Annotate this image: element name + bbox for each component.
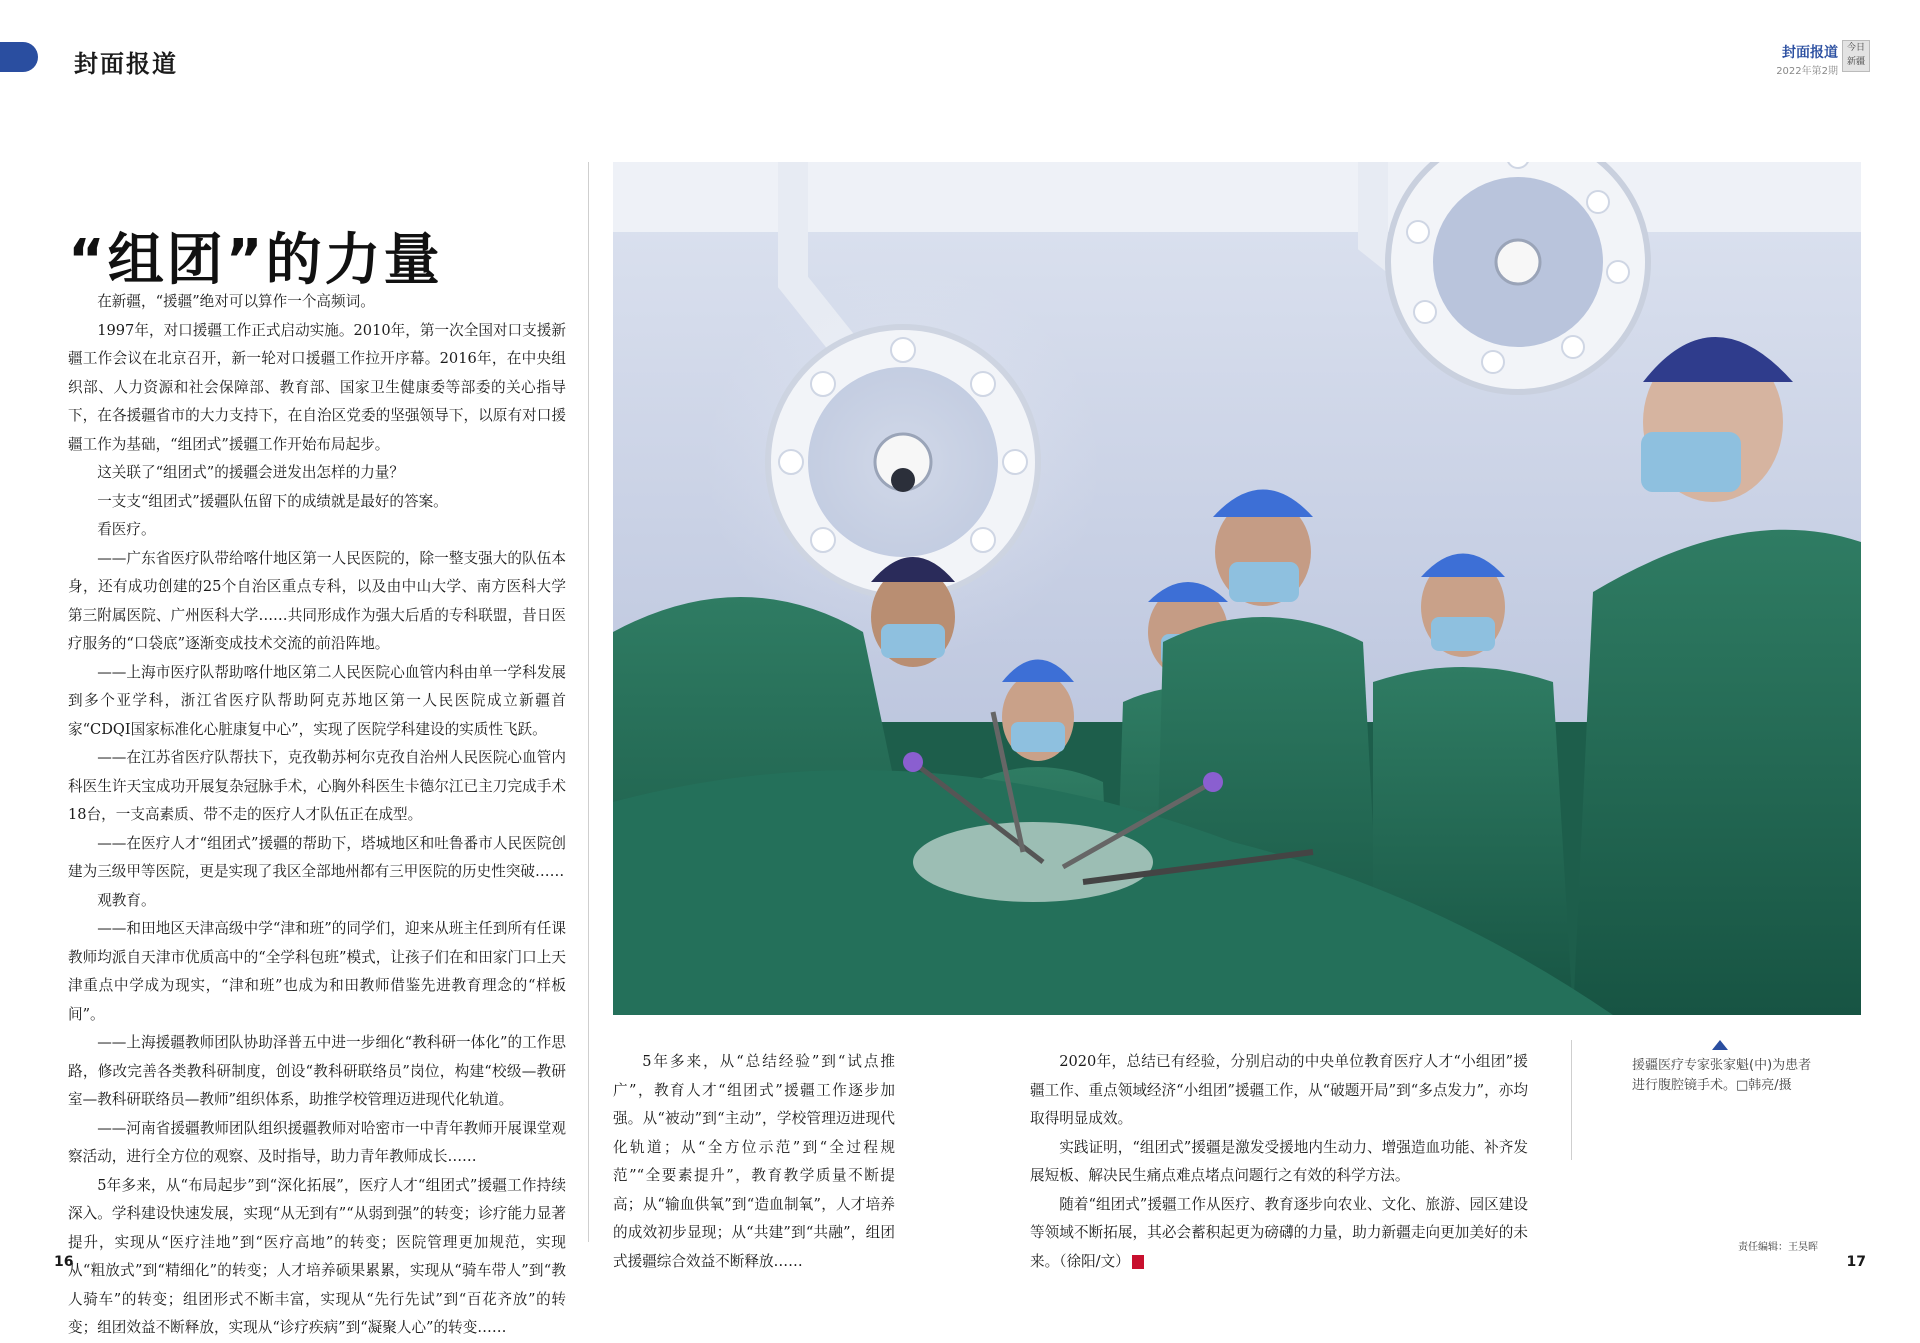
paragraph: 1997年，对口援疆工作正式启动实施。2010年，第一次全国对口支援新疆工作会议在北京召开，新一轮对口援疆工作拉开序幕。2016年，在中央组织部、人力资源和社会保障部、教育部、国家卫生健康委等部委的关心指导下，在各援疆省市的大力支持下，在自治区党委的坚强领导下，以原有对口援疆工作为基础，“组团式”援疆工作开始布局起步。	[68, 321, 566, 453]
paragraph: 实践证明，“组团式”援疆是激发受援地内生动力、增强造血功能、补齐发展短板、解决民生痛点难点堵点问题行之有效的科学方法。	[1030, 1138, 1528, 1184]
paragraph: 5年多来，从“布局起步”到“深化拓展”，医疗人才“组团式”援疆工作持续深入。学科建设快速发展，实现“从无到有”“从弱到强”的转变；诊疗能力显著提升，实现从“医疗洼地”到“医疗高地”的转变；医院管理更加规范，实现从“粗放式”到“精细化”的转变；人才培养硕果累累，实现从“骑车带人”到“教人骑车”的转变；组团形式不断丰富，实现从“先行先试”到“百花齐放”的转变；组团效益不断释放，实现从“诊疗疾病”到“凝聚人心”的转变……	[68, 1176, 566, 1336]
masthead-issue: 2022年第2期	[1776, 66, 1838, 77]
paragraph: 这关联了“组团式”的援疆会迸发出怎样的力量？	[97, 464, 404, 481]
section-label: 封面报道	[74, 50, 178, 78]
page-number-right: 17	[1846, 1254, 1866, 1270]
section-tab-marker	[0, 42, 38, 72]
end-mark-icon	[1132, 1255, 1144, 1269]
surgery-photo	[613, 162, 1861, 1015]
article-title: “组团”的力量	[68, 227, 443, 293]
magazine-logo: 今日新疆	[1842, 40, 1870, 72]
article-body-right-b	[1030, 1048, 1528, 1276]
paragraph: 一支支“组团式”援疆队伍留下的成绩就是最好的答案。	[97, 492, 448, 510]
paragraph: ——河南省援疆教师团队组织援疆教师对哈密市一中青年教师开展课堂观察活动，进行全方位的观察、及时指导，助力青年教师成长……	[68, 1119, 566, 1165]
column-divider	[588, 162, 589, 1242]
photo-caption: 援疆医疗专家张家魁(中)为患者进行腹腔镜手术。□韩亮/摄	[1632, 1058, 1812, 1093]
paragraph: ——上海市医疗队帮助喀什地区第二人民医院心血管内科由单一学科发展到多个亚学科，浙江省医疗队帮助阿克苏地区第一人民医院成立新疆首家“CDQI国家标准化心脏康复中心”，实现了医院学科建设的实质性飞跃。	[68, 663, 566, 738]
paragraph	[1030, 1191, 1528, 1277]
paragraph: ——在医疗人才“组团式”援疆的帮助下，塔城地区和吐鲁番市人民医院创建为三级甲等医院，更是实现了我区全部地州都有三甲医院的历史性突破……	[68, 834, 566, 880]
paragraph: ——在江苏省医疗队帮扶下，克孜勒苏柯尔克孜自治州人民医院心血管内科医生许天宝成功开展复杂冠脉手术，心胸外科医生卡德尔江已主刀完成手术18台，一支高素质、带不走的医疗人才队伍正在成型。	[68, 749, 566, 823]
paragraph: 2020年，总结已有经验，分别启动的中央单位教育医疗人才“小组团”援疆工作、重点领域经济“小组团”援疆工作，从“破题开局”到“多点发力”，亦均取得明显成效。	[1030, 1053, 1528, 1127]
paragraph-text: 随着“组团式”援疆工作从医疗、教育逐步向农业、文化、旅游、园区建设等领域不断拓展，其必会蓄积起更为磅礴的力量，助力新疆走向更加美好的未来。（徐阳/文）	[1030, 1195, 1528, 1270]
paragraph: 在新疆，“援疆”绝对可以算作一个高频词。	[97, 293, 375, 310]
article-body-right-a	[613, 1048, 895, 1276]
article-body-left	[68, 288, 566, 1343]
paragraph: ——上海援疆教师团队协助泽普五中进一步细化“教科研一体化”的工作思路，修改完善各类教科研制度，创设“教科研联络员”岗位，构建“校级—教研室—教科研联络员—教师”组织体系，助推学校管理迈进现代化轨道。	[68, 1034, 566, 1108]
paragraph: 观教育。	[97, 891, 156, 909]
paragraph: 看医疗。	[97, 521, 156, 538]
paragraph: ——广东省医疗队带给喀什地区第一人民医院的，除一整支强大的队伍本身，还有成功创建的25个自治区重点专科，以及由中山大学、南方医科大学第三附属医院、广州医科大学……共同形成作为强大后盾的专科联盟，昔日医疗服务的“口袋底”逐渐变成技术交流的前沿阵地。	[68, 549, 566, 652]
paragraph: 5年多来，从“总结经验”到“试点推广”，教育人才“组团式”援疆工作逐步加强。从“被动”到“主动”，学校管理迈进现代化轨道；从“全方位示范”到“全过程规范”“全要素提升”，教育教学质量不断提高；从“输血供氧”到“造血制氧”，人才培养的成效初步显现；从“共建”到“共融”，组团式援疆综合效益不断释放……	[613, 1053, 895, 1270]
editor-credit: 责任编辑：王昊晖	[1738, 1242, 1818, 1253]
paragraph: ——和田地区天津高级中学“津和班”的同学们，迎来从班主任到所有任课教师均派自天津市优质高中的“全学科包班”模式，让孩子们在和田家门口上天津重点中学成为现实，“津和班”也成为和田教师借鉴先进教育理念的“样板间”。	[68, 920, 566, 1023]
masthead	[1776, 42, 1838, 77]
caption-divider	[1571, 1040, 1572, 1160]
caption-arrow-icon	[1712, 1040, 1728, 1050]
page-number-left: 16	[54, 1254, 74, 1270]
masthead-title: 封面报道	[1782, 45, 1838, 61]
